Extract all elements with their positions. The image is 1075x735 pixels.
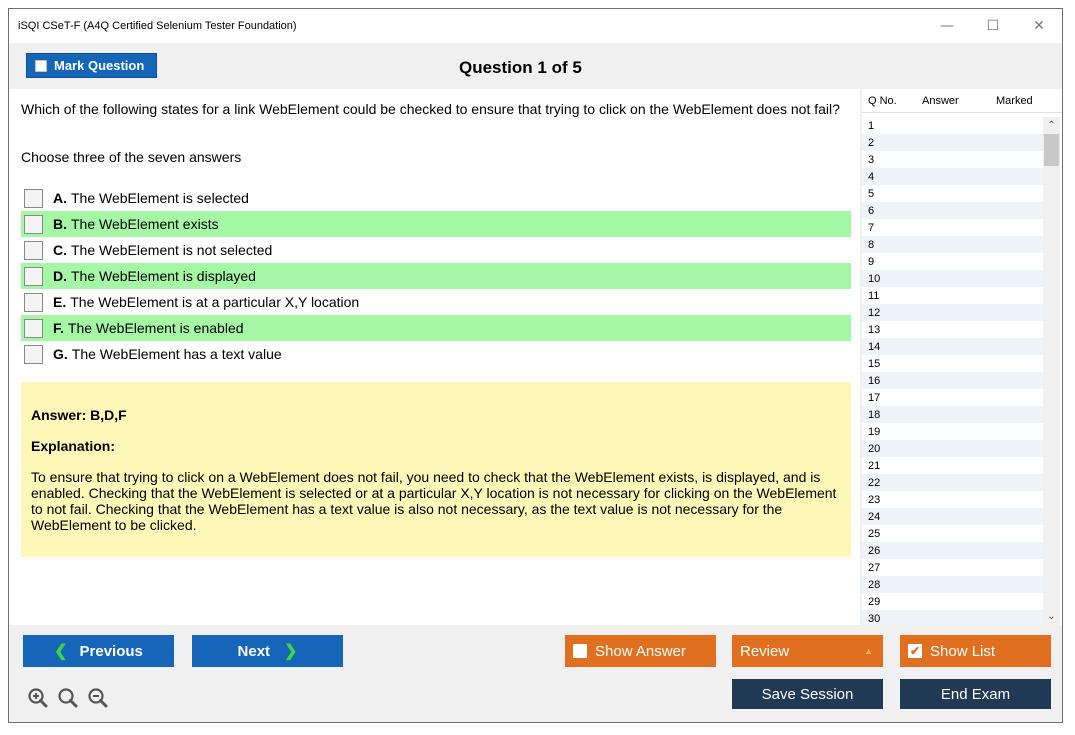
app-window bbox=[8, 8, 1063, 723]
question-number: 28 bbox=[868, 578, 881, 591]
option-e[interactable] bbox=[21, 289, 851, 315]
question-list-row[interactable] bbox=[862, 134, 1043, 151]
question-list-row[interactable] bbox=[862, 270, 1043, 287]
question-number: 24 bbox=[868, 510, 881, 523]
question-number: 29 bbox=[868, 595, 881, 608]
question-number: 17 bbox=[868, 391, 881, 404]
question-number: 16 bbox=[868, 374, 881, 387]
option-f[interactable] bbox=[21, 315, 851, 341]
question-list-row[interactable] bbox=[862, 202, 1043, 219]
mark-question-button[interactable] bbox=[26, 53, 157, 78]
option-letter: B. bbox=[53, 216, 67, 232]
question-list-row[interactable] bbox=[862, 576, 1043, 593]
question-number: 27 bbox=[868, 561, 881, 574]
question-list-row[interactable] bbox=[862, 168, 1043, 185]
question-number: 2 bbox=[868, 136, 875, 149]
option-letter: F. bbox=[53, 320, 64, 336]
question-list-row[interactable] bbox=[862, 253, 1043, 270]
question-number: 10 bbox=[868, 272, 881, 285]
answer-explanation-box bbox=[21, 382, 851, 557]
review-label: Review bbox=[740, 642, 790, 660]
show-answer-label: Show Answer bbox=[595, 642, 686, 660]
question-number: 12 bbox=[868, 306, 881, 319]
question-number: 3 bbox=[868, 153, 875, 166]
option-checkbox[interactable] bbox=[24, 189, 43, 208]
question-list-row[interactable] bbox=[862, 542, 1043, 559]
question-list-row[interactable] bbox=[862, 508, 1043, 525]
question-list-panel bbox=[862, 89, 1062, 625]
question-list-row[interactable] bbox=[862, 457, 1043, 474]
option-text: The WebElement is displayed bbox=[71, 268, 256, 284]
question-list-row[interactable] bbox=[862, 440, 1043, 457]
previous-button[interactable] bbox=[23, 635, 174, 667]
previous-label: Previous bbox=[79, 642, 143, 660]
question-number: 22 bbox=[868, 476, 881, 489]
explanation-title: Explanation: bbox=[31, 438, 116, 454]
question-number: 11 bbox=[868, 289, 880, 302]
question-list-row[interactable] bbox=[862, 559, 1043, 576]
question-number: 6 bbox=[868, 204, 875, 217]
window-title: iSQI CSeT-F (A4Q Certified Selenium Tester Foundation) bbox=[18, 20, 297, 32]
option-letter: A. bbox=[53, 190, 67, 206]
maximize-icon[interactable]: ☐ bbox=[986, 18, 1000, 34]
mark-question-label: Mark Question bbox=[54, 58, 145, 73]
question-instruction: Choose three of the seven answers bbox=[21, 149, 242, 165]
question-number: 1 bbox=[868, 119, 875, 132]
show-answer-checkbox-icon bbox=[573, 644, 587, 658]
question-number: 7 bbox=[868, 221, 875, 234]
option-checkbox[interactable] bbox=[24, 267, 43, 286]
option-checkbox[interactable] bbox=[24, 345, 43, 364]
question-list-row[interactable] bbox=[862, 185, 1043, 202]
question-number: 18 bbox=[868, 408, 881, 421]
question-list-row[interactable] bbox=[862, 151, 1043, 168]
chevron-left-icon: ❮ bbox=[54, 643, 68, 660]
question-list-scrollbar[interactable] bbox=[1043, 117, 1060, 625]
show-list-label: Show List bbox=[930, 642, 996, 660]
question-number: 30 bbox=[868, 612, 881, 625]
scroll-down-icon[interactable]: ⌄ bbox=[1047, 611, 1056, 622]
question-list-row[interactable] bbox=[862, 610, 1043, 625]
option-text: The WebElement is at a particular X,Y location bbox=[70, 294, 360, 310]
option-checkbox[interactable] bbox=[24, 293, 43, 312]
question-list-row[interactable] bbox=[862, 287, 1043, 304]
option-letter: E. bbox=[53, 294, 67, 310]
option-text: The WebElement exists bbox=[71, 216, 219, 232]
col-marked: Marked bbox=[996, 94, 1033, 107]
question-number: 13 bbox=[868, 323, 881, 336]
question-panel bbox=[9, 89, 860, 625]
question-number: 4 bbox=[868, 170, 875, 183]
end-exam-label: End Exam bbox=[940, 685, 1011, 703]
show-answer-button[interactable] bbox=[565, 635, 716, 667]
question-list-row[interactable] bbox=[862, 474, 1043, 491]
review-dropdown[interactable] bbox=[732, 635, 883, 667]
option-g[interactable] bbox=[21, 341, 851, 367]
question-list-row[interactable] bbox=[862, 491, 1043, 508]
zoom-controls bbox=[23, 686, 113, 710]
question-number: 8 bbox=[868, 238, 875, 251]
save-session-label: Save Session bbox=[761, 685, 854, 703]
option-text: The WebElement has a text value bbox=[71, 346, 282, 362]
question-list-row[interactable] bbox=[862, 338, 1043, 355]
option-a[interactable] bbox=[21, 185, 851, 211]
question-list-row[interactable] bbox=[862, 593, 1043, 610]
question-number: 25 bbox=[868, 527, 881, 540]
question-number: 19 bbox=[868, 425, 881, 438]
save-session-button[interactable] bbox=[732, 679, 883, 709]
title-bar bbox=[9, 9, 1062, 43]
question-list-row[interactable] bbox=[862, 355, 1043, 372]
close-icon[interactable]: ✕ bbox=[1033, 18, 1045, 34]
question-list-rows bbox=[862, 117, 1043, 625]
option-text: The WebElement is not selected bbox=[71, 242, 273, 258]
question-list-row[interactable] bbox=[862, 423, 1043, 440]
option-d[interactable] bbox=[21, 263, 851, 289]
question-list-row[interactable] bbox=[862, 219, 1043, 236]
option-text: The WebElement is enabled bbox=[67, 320, 244, 336]
scroll-thumb[interactable] bbox=[1044, 134, 1059, 166]
question-number: 14 bbox=[868, 340, 881, 353]
zoom-reset-icon[interactable] bbox=[53, 686, 83, 710]
end-exam-button[interactable] bbox=[900, 679, 1051, 709]
chevron-right-icon: ❯ bbox=[284, 643, 298, 660]
option-b[interactable] bbox=[21, 211, 851, 237]
question-header-bar bbox=[9, 43, 1062, 89]
answer-text: Answer: B,D,F bbox=[31, 407, 127, 423]
option-checkbox[interactable] bbox=[24, 319, 43, 338]
dropdown-arrow-icon: ▲ bbox=[864, 646, 873, 656]
option-letter: G. bbox=[53, 346, 68, 362]
col-qno: Q No. bbox=[868, 94, 897, 107]
question-list-row[interactable] bbox=[862, 304, 1043, 321]
zoom-in-icon[interactable] bbox=[23, 686, 53, 710]
answer-options bbox=[21, 185, 851, 367]
option-c[interactable] bbox=[21, 237, 851, 263]
option-letter: D. bbox=[53, 268, 67, 284]
zoom-out-icon[interactable] bbox=[83, 686, 113, 710]
question-text: Which of the following states for a link WebElement could be checked to ensure that trying to click on the WebElement does not fail? bbox=[21, 101, 840, 117]
option-letter: C. bbox=[53, 242, 67, 258]
question-list-row[interactable] bbox=[862, 406, 1043, 423]
question-number: 21 bbox=[868, 459, 881, 472]
question-list-row[interactable] bbox=[862, 525, 1043, 542]
show-list-button[interactable] bbox=[900, 635, 1051, 667]
question-number: 23 bbox=[868, 493, 881, 506]
mark-checkbox-icon bbox=[35, 60, 47, 72]
col-answer: Answer bbox=[922, 94, 959, 107]
option-checkbox[interactable] bbox=[24, 215, 43, 234]
question-list-header bbox=[862, 89, 1062, 113]
question-counter: Question 1 of 5 bbox=[459, 58, 582, 77]
question-number: 20 bbox=[868, 442, 881, 455]
next-label: Next bbox=[237, 642, 271, 660]
option-text: The WebElement is selected bbox=[71, 190, 249, 206]
question-number: 9 bbox=[868, 255, 875, 268]
question-list-row[interactable] bbox=[862, 236, 1043, 253]
scroll-up-icon[interactable]: ⌃ bbox=[1047, 120, 1056, 131]
show-list-check-icon: ✔ bbox=[909, 644, 921, 658]
question-list-row[interactable] bbox=[862, 372, 1043, 389]
question-list-row[interactable] bbox=[862, 321, 1043, 338]
next-button[interactable] bbox=[192, 635, 343, 667]
question-number: 15 bbox=[868, 357, 881, 370]
minimize-icon[interactable]: — bbox=[940, 18, 954, 34]
option-checkbox[interactable] bbox=[24, 241, 43, 260]
question-number: 26 bbox=[868, 544, 881, 557]
question-number: 5 bbox=[868, 187, 875, 200]
question-list-row[interactable] bbox=[862, 389, 1043, 406]
explanation-text: To ensure that trying to click on a WebElement does not fail, you need to check that the WebElement exists, is displayed, and is enabled. Checking that the WebElement is selected or at a particular X,Y location is not necessary for clicking on the WebElement to not fail. Checking that the WebElement has a text value is also not necessary, as the text value is not necessary for the WebElement to be clicked. bbox=[31, 469, 837, 533]
question-list-row[interactable] bbox=[862, 117, 1043, 134]
